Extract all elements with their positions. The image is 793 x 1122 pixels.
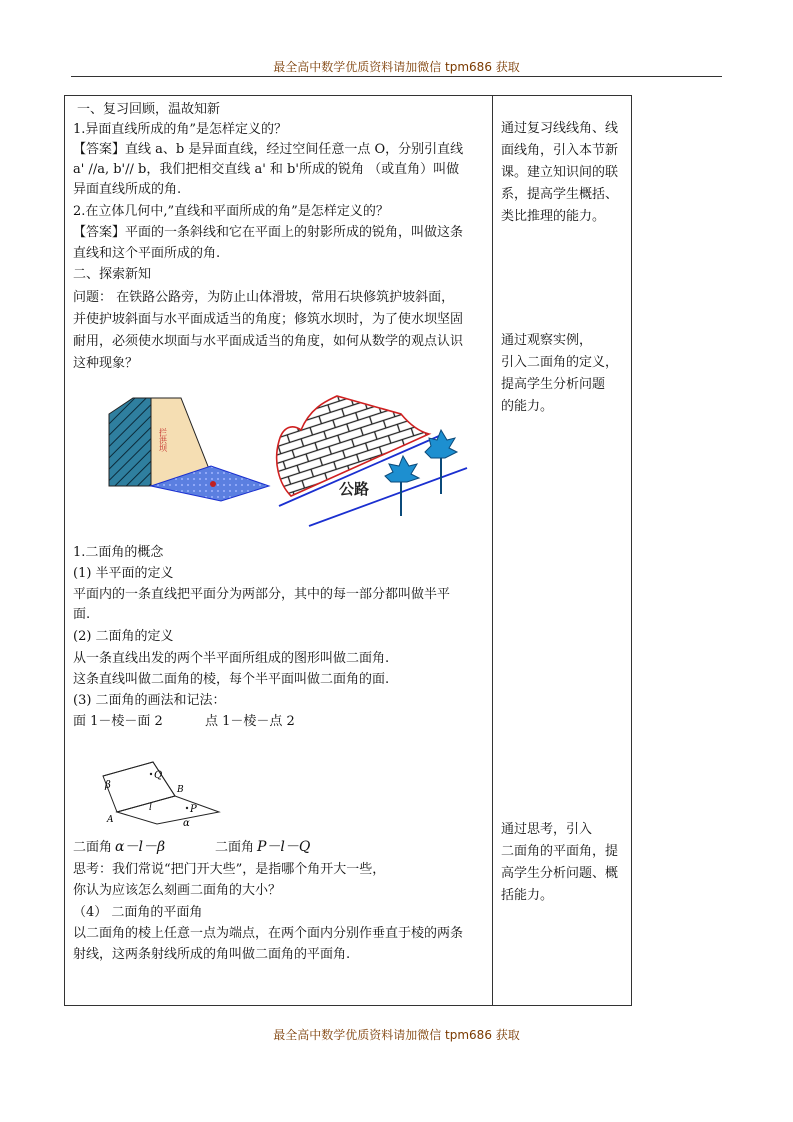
label-alpha: α (183, 818, 190, 828)
dam-hatched-side (109, 398, 151, 486)
problem-line1: 问题： 在铁路公路旁，为防止山体滑坡，常用石块修筑护坡斜面， (73, 290, 455, 305)
notation-face-edge-face: 面 1－棱－面 2 (73, 714, 163, 729)
concept-title: 1.二面角的概念 (73, 545, 164, 560)
answer-2-line1: 【答案】平面的一条斜线和它在平面上的射影所成的锐角，叫做这条 (73, 225, 464, 240)
road-label: 公路 (339, 480, 370, 498)
section2-title: 二、探索新知 (73, 267, 152, 282)
plane-angle-def-line1: 以二面角的棱上任意一点为端点，在两个面内分别作垂直于棱的两条 (73, 926, 464, 941)
half-plane-def-line1: 平面内的一条直线把平面分为两部分，其中的每一部分都叫做半平 (73, 587, 451, 602)
page-footer: 最全高中数学优质资料请加微信 tpm686 获取 (273, 1028, 520, 1042)
dihedral-def-line2: 这条直线叫做二面角的棱，每个半平面叫做二面角的面. (73, 672, 390, 687)
dihedral-def-line1: 从一条直线出发的两个半平面所组成的图形叫做二面角. (73, 651, 390, 666)
notation-p-l-q: 二面角 P－l－Q (215, 839, 311, 855)
label-A: A (107, 815, 114, 825)
dam-slope-figure (101, 386, 471, 531)
answer-1-line2: a' //a, b'// b，我们把相交直线 a' 和 b'所成的锐角 （或直角）叫做 (73, 162, 460, 177)
problem-line4: 这种现象？ (73, 356, 139, 371)
label-Q: Q (154, 770, 163, 781)
dihedral-figure (93, 756, 233, 828)
notation-point-edge-point: 点 1－棱－点 2 (205, 714, 295, 729)
tree-icon (425, 430, 457, 494)
section1-title: 一、复习回顾，温故知新 (77, 102, 221, 117)
answer-2-line2: 直线和这个平面所成的角. (73, 246, 221, 261)
label-beta: β (105, 780, 111, 791)
think-line1: 思考：我们常说“把门开大些”，是指哪个角开大一些， (73, 862, 386, 877)
question-1: 1.异面直线所成的角”是怎样定义的？ (73, 122, 288, 137)
question-2: 2.在立体几何中,”直线和平面所成的角”是怎样定义的？ (73, 204, 389, 219)
dam-label: 拦洪坝 (158, 428, 168, 452)
problem-line2: 并使护坡斜面与水平面成适当的角度；修筑水坝时，为了使水坝坚固 (73, 312, 464, 327)
concept-sub1: (1) 半平面的定义 (73, 566, 174, 581)
header-rule (71, 76, 722, 77)
label-l: l (149, 803, 152, 813)
answer-1-line3: 异面直线所成的角. (73, 182, 182, 197)
lesson-table: 一、复习回顾，温故知新 1.异面直线所成的角”是怎样定义的？ 【答案】直线 a、b 是异面直线，经过空间任意一点 O，分别引直线 a' //a, b'// b，我们把相交直线 a' 和 b'所成的锐角 （或直角）叫做 异面直线所成的角. 2.在立体几何中,”直线和平面所成的角”是怎样定义的？ 【答案】平面的一条斜线和它在平面上的射影所成的锐角，叫做这条 直线和这个平面所成的角. 二、探索新知 问题： 在铁路公路旁，为防止山体滑坡，常用石块修筑护坡斜面， 并使护坡斜面与水平面成适当的角度；修筑水坝时，为了使水坝坚固 耐用，必须使水坝面与水平面成适当的角度，如何从数学的观点认识 这种现象？ 拦洪坝 公路 1.二面角的概念 (1) 半平面的定义 平面内的一条直线把平面分为两部分，其中的每一部分都叫做半平 面. (2) 二面角的定义 从一条直线出发的两个半平面所组成的图形叫做二面角. 这条直线叫做二面角的棱，每个半平面叫做二面角的面. (3) 二面角的画法和记法： 面 1－棱－面 2 点 1－棱－点 2 β Q B l P A α 二面角 α－l－β 二面角 P－l－Q 思考：我们常说“把门开大些”，是指哪个角开大一些， 你认为应该怎么刻画二面角的大小？ （4） 二面角的平面角 以二面角的棱上任意一点为端点，在两个面内分别作垂直于棱的两条 射线，这两条射线所成的角叫做二面角的平面角. 通过复习线线角、线 面线角，引入本节新 课。建立知识间的联 系，提高学生概括、 类比推理的能力。 通过观察实例， 引入二面角的定义， 提高学生分析问题 的能力。 通过思考，引入 二面角的平面角，提 高学生分析问题、概 括能力。 (64, 95, 632, 1006)
tree-icon (385, 456, 419, 516)
label-P: P (190, 804, 197, 815)
page-header: 最全高中数学优质资料请加微信 tpm686 获取 (273, 60, 520, 74)
concept-sub3: (3) 二面角的画法和记法： (73, 693, 226, 708)
think-line2: 你认为应该怎么刻画二面角的大小？ (73, 883, 282, 898)
half-plane-def-line2: 面. (73, 607, 91, 622)
column-divider (492, 96, 493, 1005)
plane-angle-def-line2: 射线，这两条射线所成的角叫做二面角的平面角. (73, 947, 351, 962)
label-B: B (177, 785, 184, 795)
plane-angle-title: （4） 二面角的平面角 (73, 905, 203, 920)
answer-1-line1: 【答案】直线 a、b 是异面直线，经过空间任意一点 O，分别引直线 (73, 142, 464, 157)
concept-sub2: (2) 二面角的定义 (73, 629, 174, 644)
problem-line3: 耐用，必须使水坝面与水平面成适当的角度，如何从数学的观点认识 (73, 334, 464, 349)
notation-alpha-l-beta: 二面角 α－l－β (73, 839, 166, 855)
